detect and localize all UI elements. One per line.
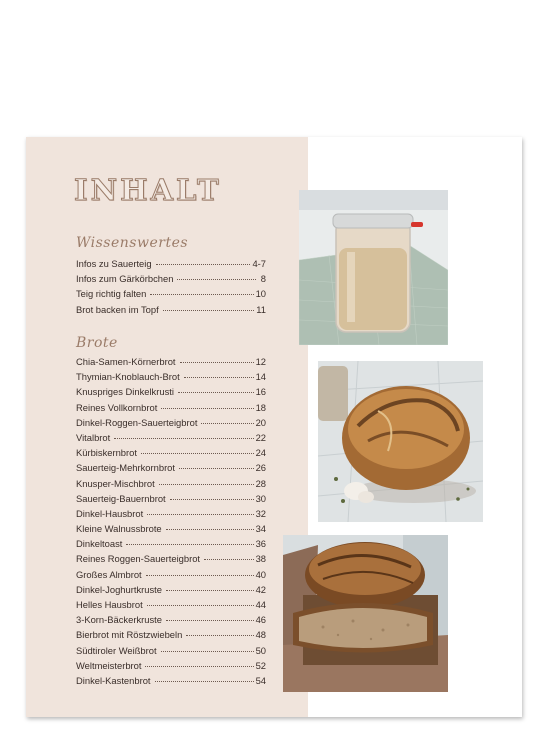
toc-entry-title: Dinkel-Kastenbrot: [76, 674, 151, 686]
dot-leader: [161, 651, 254, 652]
toc-entry-title: 3-Korn-Bäckerkruste: [76, 614, 162, 626]
dot-leader: [201, 423, 253, 424]
dot-leader: [141, 453, 254, 454]
toc-entry: [76, 462, 266, 477]
toc-entry: [76, 660, 266, 675]
toc-entry-title: Knuspriges Dinkelkrusti: [76, 386, 174, 398]
toc-entry-title: Vitalbrot: [76, 431, 111, 443]
toc-entry: [76, 432, 266, 447]
toc-entry: [76, 584, 266, 599]
toc-entry-title: Thymian-Knoblauch-Brot: [76, 371, 180, 383]
toc-entry-page: 48: [255, 629, 266, 641]
toc-entry-title: Sauerteig-Bauernbrot: [76, 492, 166, 504]
toc-entry: [76, 386, 266, 401]
toc-entry-title: Dinkel-Roggen-Sauerteigbrot: [76, 416, 198, 428]
toc-entry: [76, 599, 266, 614]
dot-leader: [114, 438, 253, 439]
toc-entry-title: Kleine Walnussbrote: [76, 523, 162, 535]
toc-entry-page: 30: [255, 492, 266, 504]
dot-leader: [150, 294, 253, 295]
toc-entry: [76, 645, 266, 660]
toc-entry-page: 40: [255, 568, 266, 580]
dot-leader: [147, 514, 253, 515]
dot-leader: [155, 681, 254, 682]
toc-entry-page: 54: [255, 674, 266, 686]
toc-entry-title: Südtiroler Weißbrot: [76, 644, 157, 656]
toc-entry: [76, 553, 266, 568]
photo-sliced-rye-loaf: [283, 535, 448, 692]
toc-entry-page: 18: [255, 401, 266, 413]
dot-leader: [166, 529, 254, 530]
toc-entry: [76, 629, 266, 644]
toc-entry-page: 50: [255, 644, 266, 656]
dot-leader: [159, 484, 254, 485]
dot-leader: [147, 605, 254, 606]
toc-entry-title: Reines Roggen-Sauerteigbrot: [76, 553, 201, 565]
photo-round-crusty-loaf: [318, 361, 483, 522]
book-page: [26, 137, 522, 717]
toc-entry: [76, 614, 266, 629]
toc-entry-page: 16: [255, 386, 266, 398]
toc-list-wissenswertes: [76, 258, 266, 319]
dot-leader: [166, 620, 254, 621]
table-of-contents-panel: [26, 137, 308, 717]
toc-entry-page: 42: [255, 583, 266, 595]
toc-entry: [76, 304, 266, 319]
toc-entry-title: Knusper-Mischbrot: [76, 477, 155, 489]
toc-entry-page: 32: [255, 507, 266, 519]
toc-entry: [76, 258, 266, 273]
toc-entry-page: 22: [255, 431, 266, 443]
toc-entry-page: 52: [255, 659, 266, 671]
dot-leader: [180, 362, 254, 363]
dot-leader: [178, 392, 254, 393]
toc-entry-page: 14: [255, 371, 266, 383]
dot-leader: [161, 408, 253, 409]
section-heading-wissenswertes: Wissenswertes: [76, 235, 189, 251]
toc-entry-page: 44: [255, 599, 266, 610]
dot-leader: [146, 575, 254, 576]
dot-leader: [204, 559, 254, 560]
toc-entry: [76, 523, 266, 538]
toc-entry: [76, 402, 266, 417]
dot-leader: [145, 666, 253, 667]
dot-leader: [184, 377, 254, 378]
toc-entry-page: 28: [255, 477, 266, 489]
toc-entry: [76, 538, 266, 553]
dot-leader: [177, 279, 256, 280]
toc-list-brote: [76, 356, 266, 690]
photo-sourdough-starter-jar: [299, 190, 448, 345]
toc-entry-page: 26: [255, 462, 266, 474]
toc-title: INHALT: [74, 173, 222, 207]
toc-entry-title: Brot backen im Topf: [76, 303, 159, 315]
toc-entry: [76, 493, 266, 508]
toc-entry-title: Dinkel-Hausbrot: [76, 507, 144, 519]
toc-entry: [76, 675, 266, 690]
toc-entry-title: Kürbiskernbrot: [76, 447, 137, 459]
toc-entry: [76, 478, 266, 493]
toc-entry: [76, 371, 266, 386]
toc-entry-title: Sauerteig-Mehrkornbrot: [76, 462, 176, 474]
toc-entry-title: Dinkel-Joghurtkruste: [76, 583, 162, 595]
dot-leader: [179, 468, 254, 469]
toc-entry: [76, 356, 266, 371]
dot-leader: [170, 499, 254, 500]
dot-leader: [126, 544, 253, 545]
toc-entry-page: 24: [255, 447, 266, 459]
toc-entry-title: Reines Vollkornbrot: [76, 401, 158, 413]
toc-entry-page: 34: [255, 523, 266, 535]
toc-entry: [76, 569, 266, 584]
toc-entry-title: Chia-Samen-Körnerbrot: [76, 356, 176, 367]
toc-entry-title: Helles Hausbrot: [76, 599, 143, 610]
toc-entry-title: Infos zum Gärkörbchen: [76, 273, 174, 285]
dot-leader: [156, 264, 251, 265]
section-heading-brote: Brote: [76, 335, 118, 351]
toc-entry: [76, 508, 266, 523]
toc-entry-title: Weltmeisterbrot: [76, 659, 142, 671]
toc-entry-title: Teig richtig falten: [76, 288, 147, 300]
toc-entry-page: 38: [255, 553, 266, 565]
toc-entry-title: Bierbrot mit Röstzwiebeln: [76, 629, 183, 641]
toc-entry-title: Dinkeltoast: [76, 538, 123, 550]
toc-entry: [76, 273, 266, 288]
toc-entry-page: 10: [255, 288, 266, 300]
dot-leader: [163, 310, 255, 311]
toc-entry-page: 36: [255, 538, 266, 550]
toc-entry-page: 4-7: [252, 258, 266, 269]
toc-entry: [76, 288, 266, 303]
toc-entry-page: 12: [255, 356, 266, 367]
toc-entry: [76, 447, 266, 462]
dot-leader: [166, 590, 254, 591]
toc-entry-page: 11: [256, 303, 266, 315]
toc-entry-page: 46: [255, 614, 266, 626]
toc-entry-title: Infos zu Sauerteig: [76, 258, 152, 269]
dot-leader: [186, 635, 253, 636]
toc-entry-title: Großes Almbrot: [76, 568, 142, 580]
toc-entry-page: 8: [260, 273, 266, 285]
toc-entry-page: 20: [255, 416, 266, 428]
toc-entry: [76, 417, 266, 432]
